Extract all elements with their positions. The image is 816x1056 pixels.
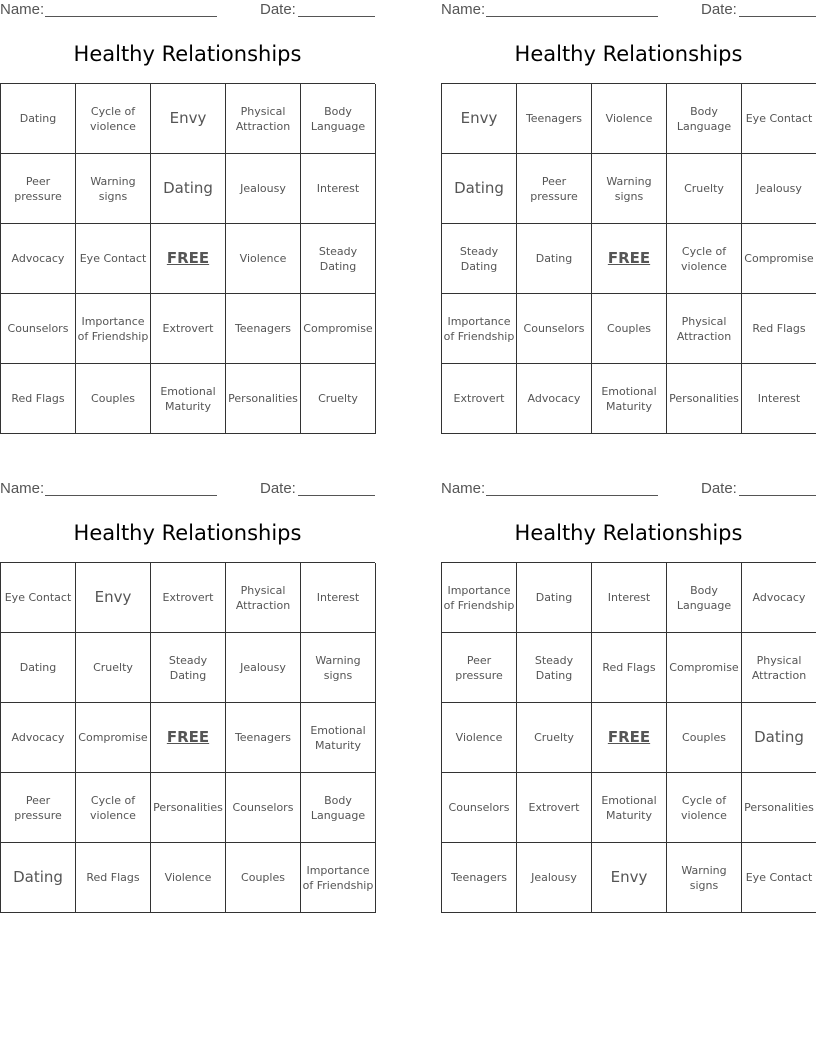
bingo-cell: Dating (1, 633, 76, 703)
bingo-cell: Envy (442, 84, 517, 154)
bingo-cell: Advocacy (742, 563, 816, 633)
name-blank-line (486, 16, 658, 17)
bingo-cell: Envy (76, 563, 151, 633)
date-blank-line (298, 16, 375, 17)
name-label: Name: (0, 480, 45, 497)
bingo-cell: Cycle of violence (667, 773, 742, 843)
bingo-cell: Steady Dating (151, 633, 226, 703)
bingo-cell: Teenagers (226, 703, 301, 773)
bingo-cell: Extrovert (517, 773, 592, 843)
free-space-cell: FREE (151, 703, 226, 773)
bingo-cell: Advocacy (517, 364, 592, 434)
bingo-cell: Couples (76, 364, 151, 434)
bingo-cell: Body Language (667, 84, 742, 154)
bingo-cell: Teenagers (442, 843, 517, 913)
bingo-cell: Physical Attraction (742, 633, 816, 703)
bingo-cell: Jealousy (226, 154, 301, 224)
bingo-cell: Importance of Friendship (76, 294, 151, 364)
bingo-cell: Jealousy (226, 633, 301, 703)
bingo-cell: Eye Contact (742, 843, 816, 913)
bingo-card-1 (0, 0, 375, 434)
bingo-cell: Couples (226, 843, 301, 913)
bingo-cell: Violence (592, 84, 667, 154)
date-label: Date: (260, 480, 296, 497)
bingo-cell: Dating (742, 703, 816, 773)
bingo-cell: Eye Contact (742, 84, 816, 154)
bingo-cell: Emotional Maturity (592, 364, 667, 434)
bingo-cell: Envy (151, 84, 226, 154)
free-space-cell: FREE (592, 703, 667, 773)
bingo-cell: Violence (226, 224, 301, 294)
bingo-cell: Jealousy (742, 154, 816, 224)
bingo-cell: Dating (1, 843, 76, 913)
bingo-card-4 (441, 479, 816, 913)
bingo-cell: Red Flags (76, 843, 151, 913)
bingo-cell: Extrovert (151, 294, 226, 364)
bingo-cell: Body Language (667, 563, 742, 633)
bingo-cell: Interest (592, 563, 667, 633)
bingo-cell: Cruelty (76, 633, 151, 703)
bingo-cell: Steady Dating (442, 224, 517, 294)
bingo-grid (0, 562, 375, 913)
bingo-cell: Red Flags (1, 364, 76, 434)
bingo-cell: Peer pressure (442, 633, 517, 703)
card-title: Healthy Relationships (73, 42, 302, 66)
bingo-cell: Extrovert (151, 563, 226, 633)
bingo-cell: Compromise (301, 294, 376, 364)
bingo-cell: Interest (301, 563, 376, 633)
bingo-cell: Warning signs (301, 633, 376, 703)
name-date-line (441, 480, 816, 500)
bingo-cell: Jealousy (517, 843, 592, 913)
bingo-cell: Interest (301, 154, 376, 224)
date-blank-line (739, 495, 816, 496)
date-label: Date: (701, 480, 737, 497)
bingo-cell: Advocacy (1, 224, 76, 294)
bingo-cell: Dating (151, 154, 226, 224)
name-blank-line (45, 16, 217, 17)
name-date-line (441, 1, 816, 21)
bingo-cell: Violence (442, 703, 517, 773)
bingo-cell: Personalities (742, 773, 816, 843)
bingo-cell: Teenagers (517, 84, 592, 154)
bingo-cell: Cycle of violence (76, 773, 151, 843)
bingo-cell: Envy (592, 843, 667, 913)
bingo-cell: Interest (742, 364, 816, 434)
bingo-cell: Personalities (151, 773, 226, 843)
bingo-cell: Couples (667, 703, 742, 773)
bingo-cell: Compromise (742, 224, 816, 294)
bingo-cell: Physical Attraction (667, 294, 742, 364)
bingo-cell: Body Language (301, 84, 376, 154)
bingo-cell: Cruelty (301, 364, 376, 434)
name-blank-line (45, 495, 217, 496)
bingo-cell: Peer pressure (517, 154, 592, 224)
bingo-cell: Cycle of violence (667, 224, 742, 294)
bingo-cell: Red Flags (742, 294, 816, 364)
bingo-cell: Cycle of violence (76, 84, 151, 154)
bingo-grid (441, 83, 816, 434)
bingo-cell: Compromise (76, 703, 151, 773)
bingo-cell: Compromise (667, 633, 742, 703)
card-title: Healthy Relationships (514, 42, 743, 66)
bingo-cell: Personalities (226, 364, 301, 434)
bingo-cell: Warning signs (592, 154, 667, 224)
bingo-cell: Steady Dating (301, 224, 376, 294)
name-blank-line (486, 495, 658, 496)
bingo-cell: Counselors (517, 294, 592, 364)
bingo-cell: Importance of Friendship (301, 843, 376, 913)
name-date-line (0, 1, 375, 21)
bingo-cell: Dating (517, 563, 592, 633)
bingo-cell: Dating (517, 224, 592, 294)
bingo-cell: Eye Contact (1, 563, 76, 633)
bingo-cell: Personalities (667, 364, 742, 434)
bingo-cell: Eye Contact (76, 224, 151, 294)
bingo-cell: Importance of Friendship (442, 563, 517, 633)
bingo-cell: Teenagers (226, 294, 301, 364)
bingo-cell: Emotional Maturity (592, 773, 667, 843)
bingo-card-2 (441, 0, 816, 434)
bingo-cell: Counselors (226, 773, 301, 843)
name-label: Name: (441, 1, 486, 18)
bingo-cell: Physical Attraction (226, 84, 301, 154)
name-label: Name: (0, 1, 45, 18)
bingo-cell: Warning signs (76, 154, 151, 224)
date-label: Date: (260, 1, 296, 18)
date-blank-line (298, 495, 375, 496)
bingo-card-3 (0, 479, 375, 913)
card-title: Healthy Relationships (514, 521, 743, 545)
bingo-cell: Warning signs (667, 843, 742, 913)
bingo-cell: Dating (1, 84, 76, 154)
bingo-cell: Couples (592, 294, 667, 364)
bingo-cell: Advocacy (1, 703, 76, 773)
free-space-cell: FREE (592, 224, 667, 294)
card-title: Healthy Relationships (73, 521, 302, 545)
free-space-cell: FREE (151, 224, 226, 294)
bingo-cell: Counselors (442, 773, 517, 843)
bingo-cell: Physical Attraction (226, 563, 301, 633)
bingo-cell: Dating (442, 154, 517, 224)
bingo-cell: Peer pressure (1, 154, 76, 224)
bingo-cell: Red Flags (592, 633, 667, 703)
date-label: Date: (701, 1, 737, 18)
date-blank-line (739, 16, 816, 17)
bingo-grid (441, 562, 816, 913)
bingo-cell: Emotional Maturity (151, 364, 226, 434)
bingo-cell: Body Language (301, 773, 376, 843)
bingo-cell: Emotional Maturity (301, 703, 376, 773)
bingo-cell: Importance of Friendship (442, 294, 517, 364)
bingo-cell: Extrovert (442, 364, 517, 434)
bingo-cell: Violence (151, 843, 226, 913)
bingo-cell: Peer pressure (1, 773, 76, 843)
bingo-cell: Cruelty (517, 703, 592, 773)
bingo-cell: Cruelty (667, 154, 742, 224)
name-label: Name: (441, 480, 486, 497)
bingo-grid (0, 83, 375, 434)
bingo-cell: Counselors (1, 294, 76, 364)
name-date-line (0, 480, 375, 500)
bingo-cell: Steady Dating (517, 633, 592, 703)
